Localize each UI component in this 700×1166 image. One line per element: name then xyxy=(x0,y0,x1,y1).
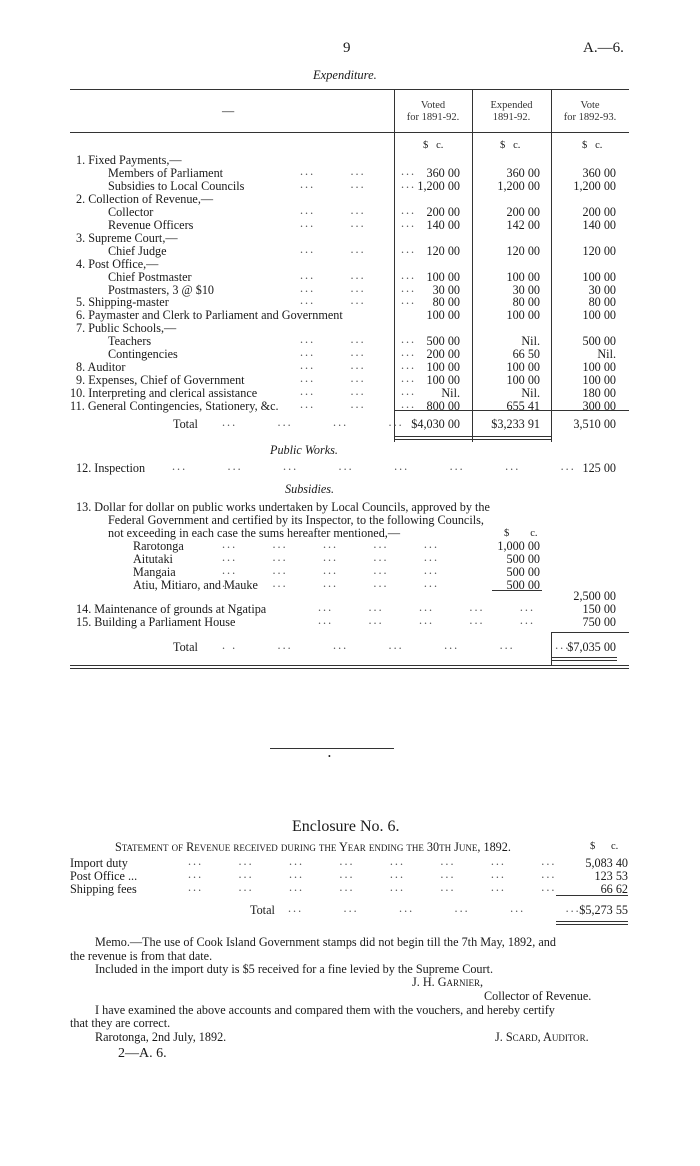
grand-total-top-rule xyxy=(551,632,629,633)
expended-1891-value: 142 00 xyxy=(506,217,540,232)
expended-1891-value: 360 00 xyxy=(506,165,540,180)
enclosure-statement: Statement of Revenue received during the Year ending the 30th June, 1892. xyxy=(115,840,511,854)
expenditure-row-label: Teachers xyxy=(108,334,152,349)
subsidies-subtotal: 2,500 00 xyxy=(573,589,616,603)
col-header-voted: Voted for 1891-92. xyxy=(406,100,460,123)
voted-1891-value: 200 00 xyxy=(426,204,460,219)
total-double-rule-a xyxy=(394,436,552,437)
subsidies-total-label: Total xyxy=(173,640,198,654)
row-leader: ... ... ... xyxy=(300,280,417,295)
revenue-total-label: Total xyxy=(250,903,275,917)
vote-1892-value: 140 00 xyxy=(582,217,616,232)
revenue-total-top-rule xyxy=(556,895,628,896)
signer-title: Collector of Revenue. xyxy=(484,989,592,1003)
inspection-leader: ... ... ... ... ... ... ... ... xyxy=(172,459,576,473)
expenditure-total-voted: $4,030 00 xyxy=(411,417,460,431)
expended-1891-value: 100 00 xyxy=(506,308,540,323)
voted-1891-value: 30 00 xyxy=(432,282,460,297)
revenue-item-label: Shipping fees xyxy=(70,882,137,896)
expenditure-row-label: 10. Interpreting and clerical assistance xyxy=(70,386,258,401)
expenditure-row-label: 8. Auditor xyxy=(76,360,126,375)
vote-1892-value: 100 00 xyxy=(582,360,616,375)
signer-name: J. H. Garnier, xyxy=(412,975,484,989)
expended-1891-value: Nil. xyxy=(521,334,540,349)
section-end-rule-b xyxy=(70,668,629,669)
enclosure-currency: $ c. xyxy=(590,841,619,852)
row-leader: ... ... ... xyxy=(300,176,417,191)
certificate-line-2: that they are correct. xyxy=(70,1016,171,1030)
row-leader: ... ... ... xyxy=(300,345,417,360)
expenditure-title: Expenditure. xyxy=(313,68,377,82)
vote-1892-value: 300 00 xyxy=(582,399,616,414)
revenue-item-label: Post Office ... xyxy=(70,869,138,883)
subsidies-currency: $ c. xyxy=(504,528,538,539)
expended-1891-value: 30 00 xyxy=(512,282,540,297)
row-leader: ... ... ... xyxy=(300,267,417,282)
subsidies-total: $7,035 00 xyxy=(567,640,616,654)
council-amount: 500 00 xyxy=(506,577,540,592)
revenue-item-value: 123 53 xyxy=(594,869,628,883)
memo-line-1: Memo.—The use of Cook Island Government stamps did not begin till the 7th May, 1892, and xyxy=(95,935,556,949)
voted-1891-value: 800 00 xyxy=(426,399,460,414)
council-name: Aitutaki xyxy=(133,551,173,566)
expenditure-row-label: Chief Postmaster xyxy=(108,269,192,284)
row-leader: ... ... ... xyxy=(300,397,417,412)
expenditure-row-label: Subsidies to Local Councils xyxy=(108,178,245,193)
voted-1891-value: 100 00 xyxy=(426,269,460,284)
expenditure-row-label: Members of Parliament xyxy=(108,165,224,180)
total-double-rule-b xyxy=(394,439,552,440)
expenditure-total-vote: 3,510 00 xyxy=(573,417,616,431)
total-top-rule xyxy=(394,410,629,411)
council-leader: ... ... ... ... ... xyxy=(222,549,440,564)
col-header-vote: Vote for 1892-93. xyxy=(563,100,617,123)
council-leader: ... ... ... ... ... xyxy=(222,537,440,551)
voted-1891-value: 500 00 xyxy=(426,334,460,349)
expenditure-total-leader: ... ... ... ... xyxy=(222,415,404,429)
voted-1891-value: 100 00 xyxy=(426,373,460,388)
subsidies-intro-1: 13. Dollar for dollar on public works undertaken by Local Councils, approved by the xyxy=(76,500,490,514)
subsidy-item-value: 150 00 xyxy=(582,602,616,616)
row-leader: ... ... ... xyxy=(300,241,417,256)
enclosure-title: Enclosure No. 6. xyxy=(292,818,400,835)
expenditure-row-label: 9. Expenses, Chief of Government xyxy=(76,373,245,388)
revenue-total: $5,273 55 xyxy=(579,903,628,917)
row-leader: ... ... ... xyxy=(300,384,417,399)
vote-1892-value: Nil. xyxy=(597,347,616,362)
revenue-item-leader: ... ... ... ... ... ... ... ... xyxy=(188,854,557,868)
expended-1891-value: Nil. xyxy=(521,386,540,401)
row-leader: ... ... ... xyxy=(300,371,417,386)
currency-expended: $ c. xyxy=(500,140,521,151)
row-leader: ... ... ... xyxy=(300,358,417,373)
section-end-rule-a xyxy=(70,665,629,666)
voted-1891-value: 80 00 xyxy=(432,295,460,310)
vote-1892-value: 180 00 xyxy=(582,386,616,401)
row-leader: ... ... ... xyxy=(300,215,417,230)
council-name: Mangaia xyxy=(133,564,176,579)
expended-1891-value: 80 00 xyxy=(512,295,540,310)
expended-1891-value: 100 00 xyxy=(506,269,540,284)
revenue-item-leader: ... ... ... ... ... ... ... ... xyxy=(188,867,557,881)
vote-1892-value: 120 00 xyxy=(582,243,616,258)
footer-ref: 2—A. 6. xyxy=(118,1046,167,1061)
inspection-label: 12. Inspection xyxy=(76,461,146,475)
expended-1891-value: 200 00 xyxy=(506,204,540,219)
voted-1891-value: 140 00 xyxy=(426,217,460,232)
expenditure-row-label: 6. Paymaster and Clerk to Parliament and Government xyxy=(76,308,343,323)
council-name: Rarotonga xyxy=(133,539,184,553)
row-leader: ... ... ... xyxy=(300,202,417,217)
vote-1892-value: 500 00 xyxy=(582,334,616,349)
document-ref: A.—6. xyxy=(583,40,624,56)
page-number: 9 xyxy=(343,40,351,56)
memo-line-2: the revenue is from that date. xyxy=(70,949,213,963)
memo-line-3: Included in the import duty is $5 received for a fine levied by the Supreme Court. xyxy=(95,962,494,976)
grand-total-double-a xyxy=(551,657,617,658)
revenue-item-value: 5,083 40 xyxy=(585,856,628,870)
subsidy-item-leader: ... ... ... ... ... xyxy=(318,600,536,614)
voted-1891-value: 1,200 00 xyxy=(417,178,460,193)
voted-1891-value: 100 00 xyxy=(426,360,460,375)
public-works-title: Public Works. xyxy=(270,443,338,457)
currency-vote: $ c. xyxy=(582,140,603,151)
expenditure-row-label: 2. Collection of Revenue,— xyxy=(76,191,214,206)
council-amount: 500 00 xyxy=(506,564,540,579)
expenditure-row-label: 4. Post Office,— xyxy=(76,256,159,271)
vote-1892-value: 30 00 xyxy=(588,282,616,297)
vote-1892-value: 100 00 xyxy=(582,308,616,323)
expenditure-row-label: 5. Shipping-master xyxy=(76,295,169,310)
council-leader: ... ... ... ... ... xyxy=(222,575,440,590)
subsidy-item-label: 15. Building a Parliament House xyxy=(76,615,236,629)
expenditure-row-label: 11. General Contingencies, Stationery, &c. xyxy=(70,399,279,414)
vote-1892-value: 200 00 xyxy=(582,204,616,219)
certificate-line-1: I have examined the above accounts and compared them with the vouchers, and hereby certify xyxy=(95,1003,555,1017)
expended-1891-value: 100 00 xyxy=(506,373,540,388)
council-amount: 1,000 00 xyxy=(497,539,540,553)
revenue-total-double-a xyxy=(556,921,628,922)
revenue-item-leader: ... ... ... ... ... ... ... ... xyxy=(188,880,557,894)
separator-dot: • xyxy=(328,752,331,761)
council-amount: 500 00 xyxy=(506,551,540,566)
row-leader: ... ... ... xyxy=(300,332,417,347)
vote-1892-value: 1,200 00 xyxy=(573,178,616,193)
expenditure-row-label: Postmasters, 3 @ $10 xyxy=(108,282,215,297)
vote-1892-value: 360 00 xyxy=(582,165,616,180)
place-date: Rarotonga, 2nd July, 1892. xyxy=(95,1030,227,1044)
page-separator xyxy=(270,748,394,749)
council-name: Atiu, Mitiaro, and Mauke xyxy=(133,577,258,592)
voted-1891-value: 100 00 xyxy=(426,308,460,323)
voted-1891-value: 200 00 xyxy=(426,347,460,362)
vote-1892-value: 100 00 xyxy=(582,269,616,284)
vote-1892-value: 100 00 xyxy=(582,373,616,388)
expended-1891-value: 100 00 xyxy=(506,360,540,375)
expenditure-row-label: 3. Supreme Court,— xyxy=(76,230,178,245)
subsidies-intro-3: not exceeding in each case the sums hereafter mentioned,— xyxy=(108,526,401,540)
voted-1891-value: 360 00 xyxy=(426,165,460,180)
subsidies-total-leader: . . ... ... ... ... ... ... xyxy=(222,638,571,652)
currency-voted: $ c. xyxy=(423,140,444,151)
subsidies-subtotal-rule xyxy=(492,590,542,591)
expended-1891-value: 66 50 xyxy=(512,347,540,362)
vote-1892-value: 80 00 xyxy=(588,295,616,310)
auditor-signature: J. Scard, Auditor. xyxy=(495,1030,589,1044)
expenditure-row-label: Collector xyxy=(108,204,154,219)
subsidy-item-leader: ... ... ... ... ... xyxy=(318,613,536,627)
col-header-expended: Expended 1891-92. xyxy=(490,100,533,123)
revenue-item-label: Import duty xyxy=(70,856,128,870)
council-leader: ... ... ... ... ... xyxy=(222,562,440,577)
expenditure-total-label: Total xyxy=(173,417,198,431)
revenue-total-leader: ... ... ... ... ... ... xyxy=(288,901,581,915)
subsidies-title: Subsidies. xyxy=(285,482,335,496)
expenditure-row-label: Revenue Officers xyxy=(108,217,194,232)
inspection-value: 125 00 xyxy=(582,461,616,475)
expenditure-row-label: Chief Judge xyxy=(108,243,167,258)
table-top-rule xyxy=(70,89,629,90)
voted-1891-value: Nil. xyxy=(441,386,460,401)
grand-total-double-b xyxy=(551,660,617,661)
subsidies-intro-2: Federal Government and certified by its Inspector, to the following Councils, xyxy=(108,513,484,527)
expended-1891-value: 1,200 00 xyxy=(497,178,540,193)
subsidy-item-label: 14. Maintenance of grounds at Ngatipa xyxy=(76,602,267,616)
header-dash: — xyxy=(222,104,235,118)
row-leader: ... ... ... xyxy=(300,293,417,308)
expenditure-row-label: 7. Public Schools,— xyxy=(76,321,177,336)
revenue-item-value: 66 62 xyxy=(600,882,628,896)
row-leader: ... ... ... xyxy=(300,163,417,178)
expenditure-row-label: Contingencies xyxy=(108,347,178,362)
subsidy-item-value: 750 00 xyxy=(582,615,616,629)
expenditure-total-expended: $3,233 91 xyxy=(491,417,540,431)
expended-1891-value: 120 00 xyxy=(506,243,540,258)
voted-1891-value: 120 00 xyxy=(426,243,460,258)
header-bottom-rule xyxy=(70,132,629,133)
revenue-total-double-b xyxy=(556,924,628,925)
expenditure-row-label: 1. Fixed Payments,— xyxy=(76,153,182,167)
expended-1891-value: 655 41 xyxy=(506,399,540,414)
